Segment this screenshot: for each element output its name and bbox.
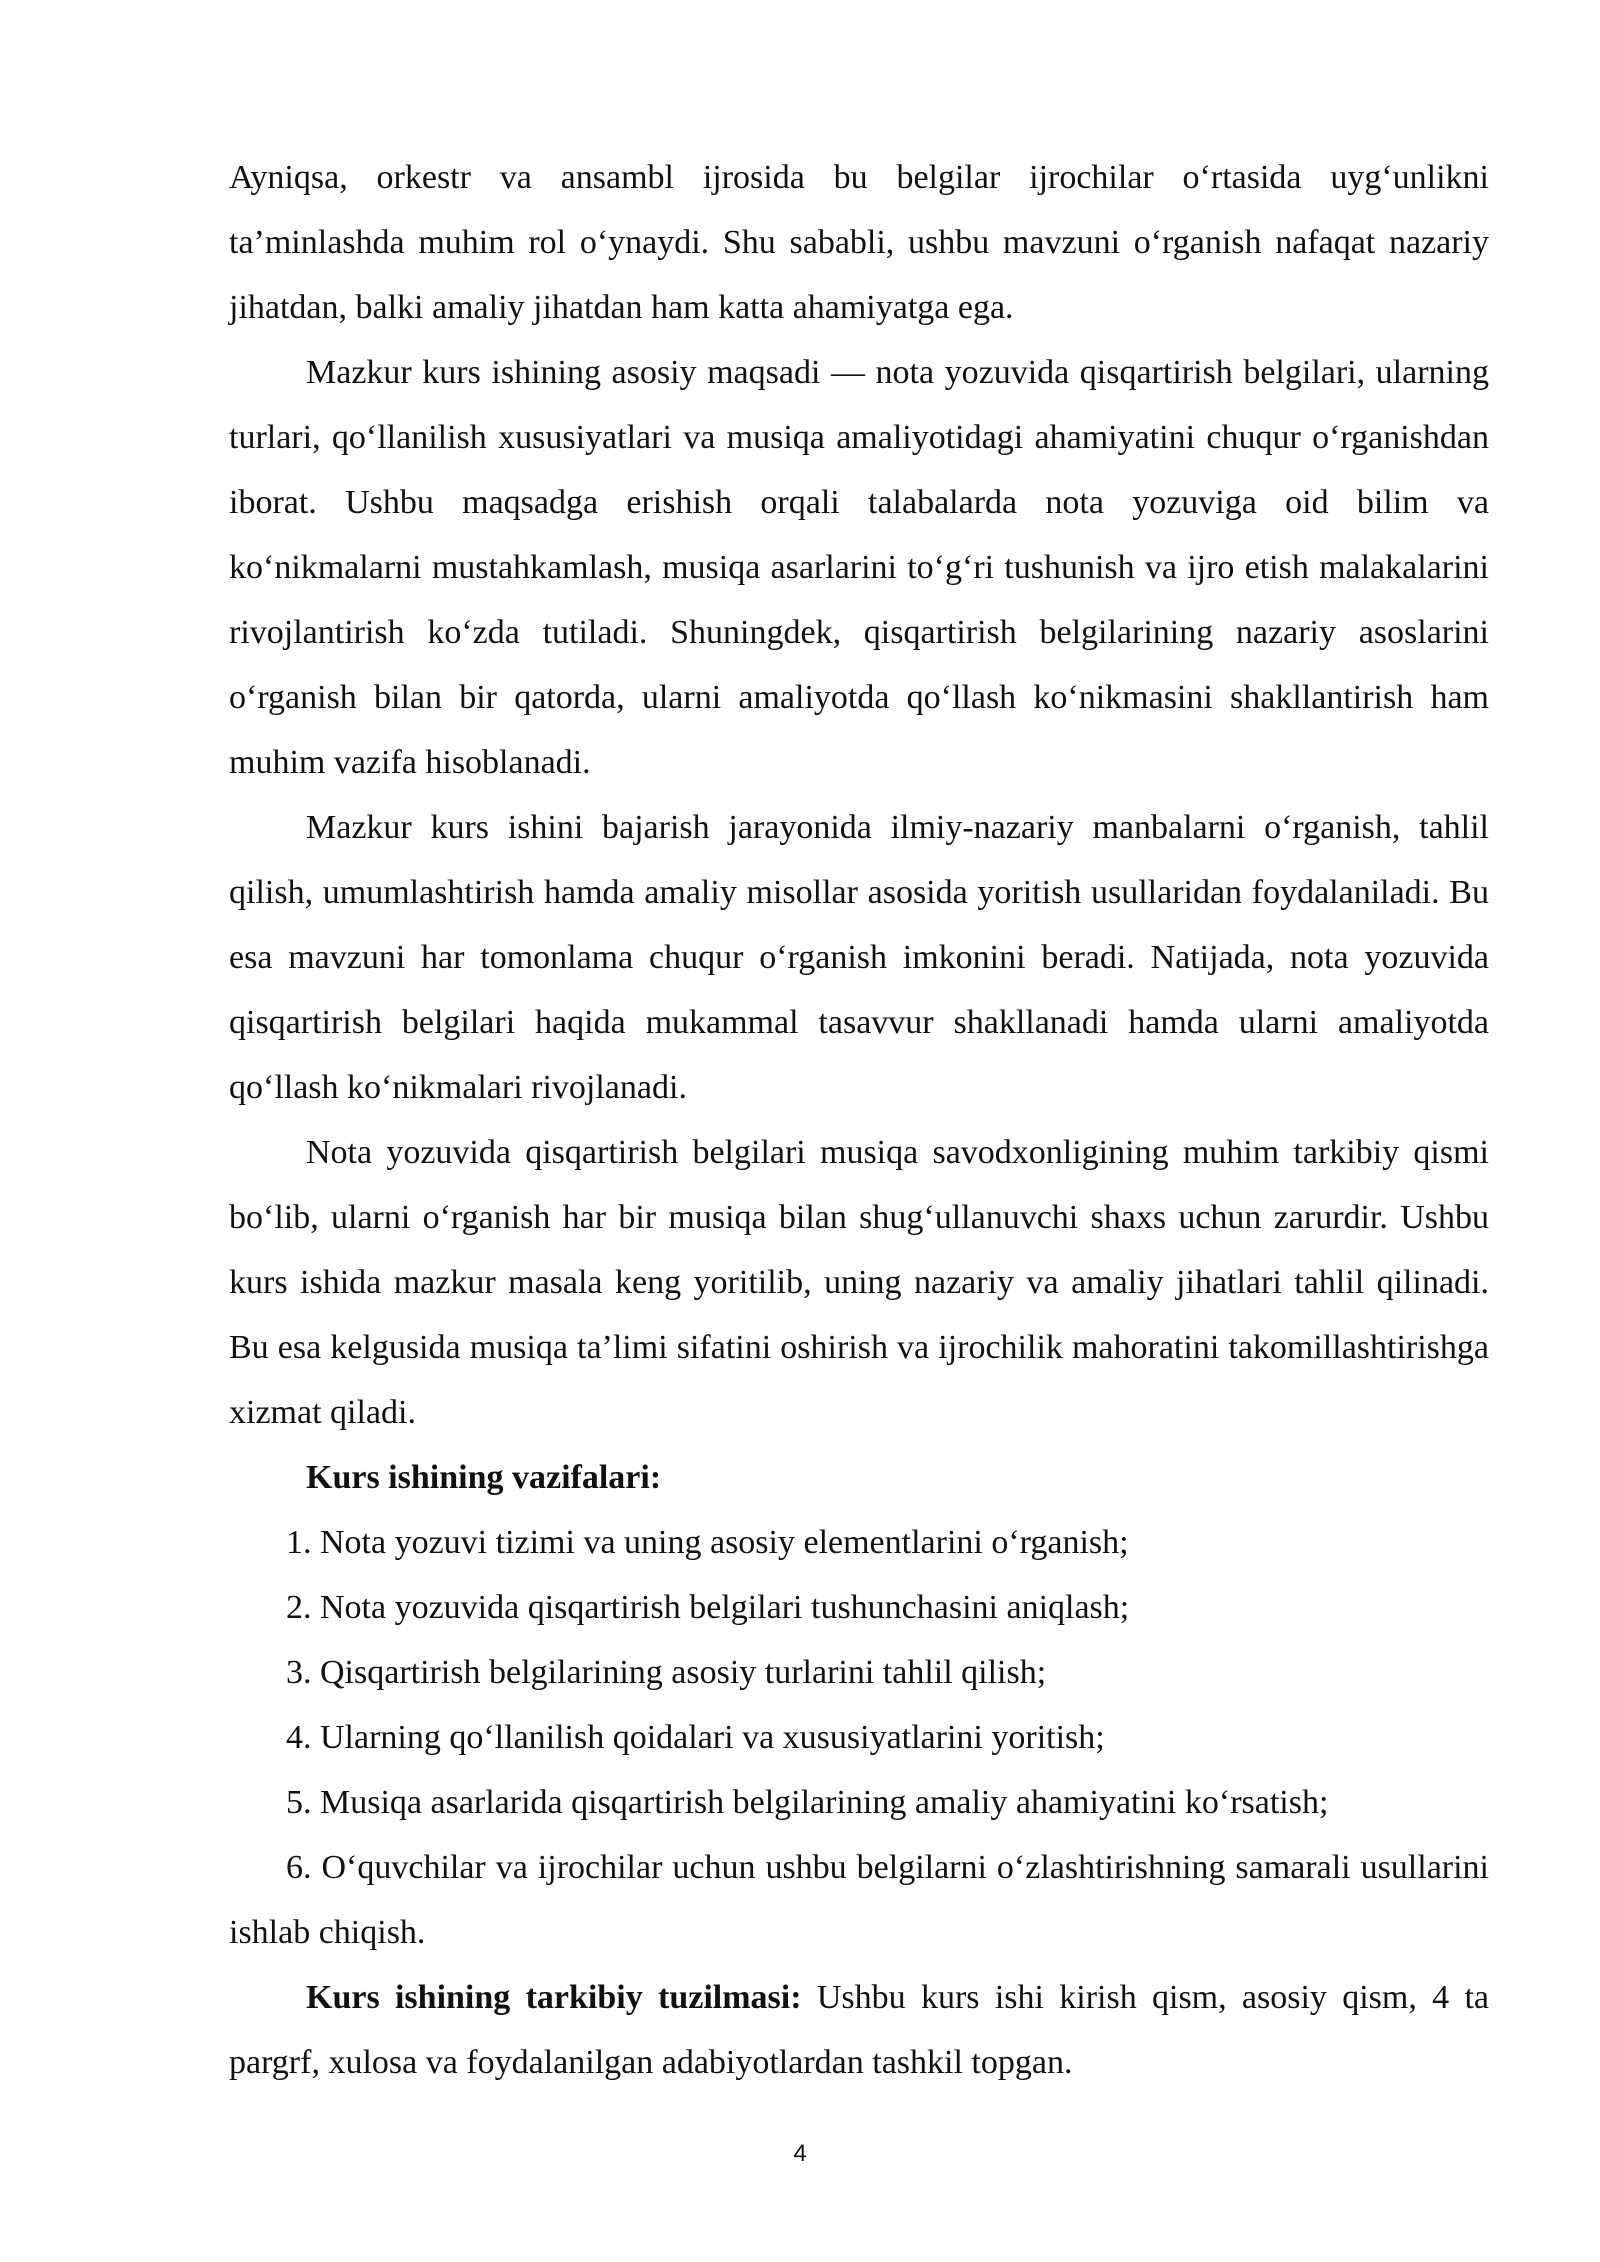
paragraph-structure	[229, 1965, 1489, 2095]
list-item: 1. Nota yozuvi tizimi va uning asosiy elementlarini o‘rganish;	[286, 1524, 1129, 1561]
list-item: 2. Nota yozuvida qisqartirish belgilari tushunchasini aniqlash;	[286, 1589, 1130, 1626]
structure-label: Kurs ishining tarkibiy tuzilmasi:	[306, 1979, 802, 2016]
list-item: 3. Qisqartirish belgilarining asosiy turlarini tahlil qilish;	[286, 1654, 1047, 1691]
paragraph-importance: Nota yozuvida qisqartirish belgilari musiqa savodxonligining muhim tarkibiy qismi bo‘lib, ularni o‘rganish har bir musiqa bilan shug‘ullanuvchi shaxs uchun zarurdir. Ushbu kurs ishida mazkur masala keng yoritilib, uning nazariy va amaliy jihatlari tahlil qilinadi. Bu esa kelgusida musiqa ta’limi sifatini oshirish va ijrochilik mahoratini takomillashtirishga xizmat qiladi.	[229, 1134, 1489, 1431]
tasks-list	[229, 1510, 1489, 1965]
structure-text: Ushbu kurs ishi kirish qism, asosiy qism, 4 ta pargrf, xulosa va foydalanilgan adabiyotlardan tashkil topgan.	[229, 1979, 1489, 2081]
list-item: 6. O‘quvchilar va ijrochilar uchun ushbu belgilarni o‘zlashtirishning samarali usullarini ishlab chiqish.	[229, 1849, 1489, 1951]
list-item: 5. Musiqa asarlarida qisqartirish belgilarining amaliy ahamiyatini ko‘rsatish;	[286, 1784, 1329, 1821]
page-number: 4	[793, 2140, 807, 2167]
paragraph-methods: Mazkur kurs ishini bajarish jarayonida ilmiy-nazariy manbalarni o‘rganish, tahlil qilish, umumlashtirish hamda amaliy misollar asosida yoritish usullaridan foydalaniladi. Bu esa mavzuni har tomonlama chuqur o‘rganish imkonini beradi. Natijada, nota yozuvida qisqartirish belgilari haqida mukammal tasavvur shakllanadi hamda ularni amaliyotda qo‘llash ko‘nikmalari rivojlanadi.	[229, 809, 1489, 1106]
tasks-heading: Kurs ishining vazifalari:	[306, 1459, 662, 1496]
paragraph-goal: Mazkur kurs ishining asosiy maqsadi — nota yozuvida qisqartirish belgilari, ularning turlari, qo‘llanilish xususiyatlari va musiqa amaliyotidagi ahamiyatini chuqur o‘rganishdan iborat. Ushbu maqsadga erishish orqali talabalarda nota yozuviga oid bilim va ko‘nikmalarni mustahkamlash, musiqa asarlarini to‘g‘ri tushunish va ijro etish malakalarini rivojlantirish ko‘zda tutiladi. Shuningdek, qisqartirish belgilarining nazariy asoslarini o‘rganish bilan bir qatorda, ularni amaliyotda qo‘llash ko‘nikmasini shakllantirish ham muhim vazifa hisoblanadi.	[229, 354, 1489, 781]
paragraph-intro: Ayniqsa, orkestr va ansambl ijrosida bu belgilar ijrochilar o‘rtasida uyg‘unlikni ta’minlashda muhim rol o‘ynaydi. Shu sababli, ushbu mavzuni o‘rganish nafaqat nazariy jihatdan, balki amaliy jihatdan ham katta ahamiyatga ega.	[229, 159, 1489, 326]
list-item: 4. Ularning qo‘llanilish qoidalari va xususiyatlarini yoritish;	[286, 1719, 1105, 1756]
page-body	[229, 145, 1489, 2095]
